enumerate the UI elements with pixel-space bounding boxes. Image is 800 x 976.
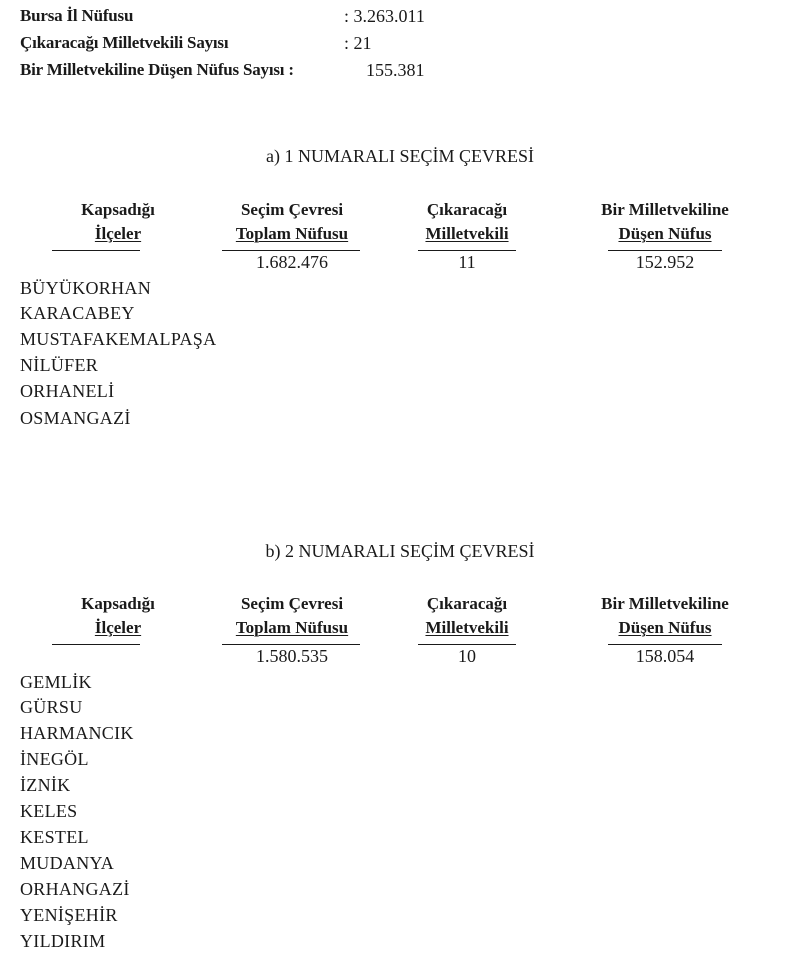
- header-line: Milletvekili: [425, 224, 509, 243]
- total-population-value: 1.682.476: [256, 252, 328, 272]
- population-per-deputy-value: 155.381: [366, 60, 425, 80]
- total-population-column-header: [212, 198, 372, 246]
- header-line: Bir Milletvekiline: [601, 200, 729, 219]
- header-rule: [608, 644, 722, 645]
- districts-column-header: [48, 592, 188, 640]
- header-rule: [418, 250, 516, 251]
- per-deputy-value: 158.054: [635, 646, 695, 666]
- deputies-value: 10: [458, 646, 476, 666]
- district-name: YILDIRIM: [20, 931, 106, 951]
- header-line: İlçeler: [94, 618, 142, 637]
- district-name: ORHANELİ: [20, 381, 115, 401]
- header-rule: [52, 644, 140, 645]
- deputy-count-label: Çıkaracağı Milletvekili Sayısı: [20, 33, 229, 52]
- district-name: YENİŞEHİR: [20, 905, 118, 925]
- header-rule: [52, 250, 140, 251]
- header-rule: [418, 644, 516, 645]
- total-population-column-header: [212, 592, 372, 640]
- header-line: Düşen Nüfus: [618, 618, 712, 637]
- district-name: KELES: [20, 801, 78, 821]
- population-per-deputy-label: Bir Milletvekiline Düşen Nüfus Sayısı :: [20, 60, 294, 79]
- header-line: Bir Milletvekiline: [601, 594, 729, 613]
- district-name: GÜRSU: [20, 697, 83, 717]
- deputy-count-value: : 21: [344, 33, 372, 53]
- district-name: KARACABEY: [20, 303, 135, 323]
- district-name: HARMANCIK: [20, 723, 134, 743]
- district-name: MUDANYA: [20, 853, 115, 873]
- deputies-value: 11: [458, 252, 476, 272]
- per-deputy-column-header: [570, 592, 760, 640]
- district-name: İZNİK: [20, 775, 71, 795]
- district-name: KESTEL: [20, 827, 89, 847]
- header-rule: [608, 250, 722, 251]
- header-line: Toplam Nüfusu: [235, 224, 349, 243]
- header-line: İlçeler: [94, 224, 142, 243]
- header-line: Kapsadığı: [81, 594, 155, 613]
- district-name: NİLÜFER: [20, 355, 99, 375]
- deputies-column-header: [402, 592, 532, 640]
- header-line: Kapsadığı: [81, 200, 155, 219]
- header-line: Çıkaracağı: [426, 200, 508, 219]
- district-name: MUSTAFAKEMALPAŞA: [20, 329, 217, 349]
- province-population-label: Bursa İl Nüfusu: [20, 6, 134, 25]
- district-name: İNEGÖL: [20, 749, 89, 769]
- section-title: b) 2 NUMARALI SEÇİM ÇEVRESİ: [265, 541, 535, 561]
- deputies-column-header: [402, 198, 532, 246]
- header-line: Seçim Çevresi: [240, 200, 344, 219]
- total-population-value: 1.580.535: [256, 646, 328, 666]
- header-line: Düşen Nüfus: [618, 224, 712, 243]
- header-line: Seçim Çevresi: [240, 594, 344, 613]
- header-line: Toplam Nüfusu: [235, 618, 349, 637]
- header-rule: [222, 644, 360, 645]
- district-name: OSMANGAZİ: [20, 408, 131, 428]
- header-rule: [222, 250, 360, 251]
- district-name: GEMLİK: [20, 672, 92, 692]
- section-title: a) 1 NUMARALI SEÇİM ÇEVRESİ: [266, 146, 534, 166]
- districts-column-header: [48, 198, 188, 246]
- district-name: BÜYÜKORHAN: [20, 278, 152, 298]
- district-name: ORHANGAZİ: [20, 879, 130, 899]
- per-deputy-column-header: [570, 198, 760, 246]
- header-line: Çıkaracağı: [426, 594, 508, 613]
- per-deputy-value: 152.952: [635, 252, 695, 272]
- header-line: Milletvekili: [425, 618, 509, 637]
- province-population-value: : 3.263.011: [344, 6, 425, 26]
